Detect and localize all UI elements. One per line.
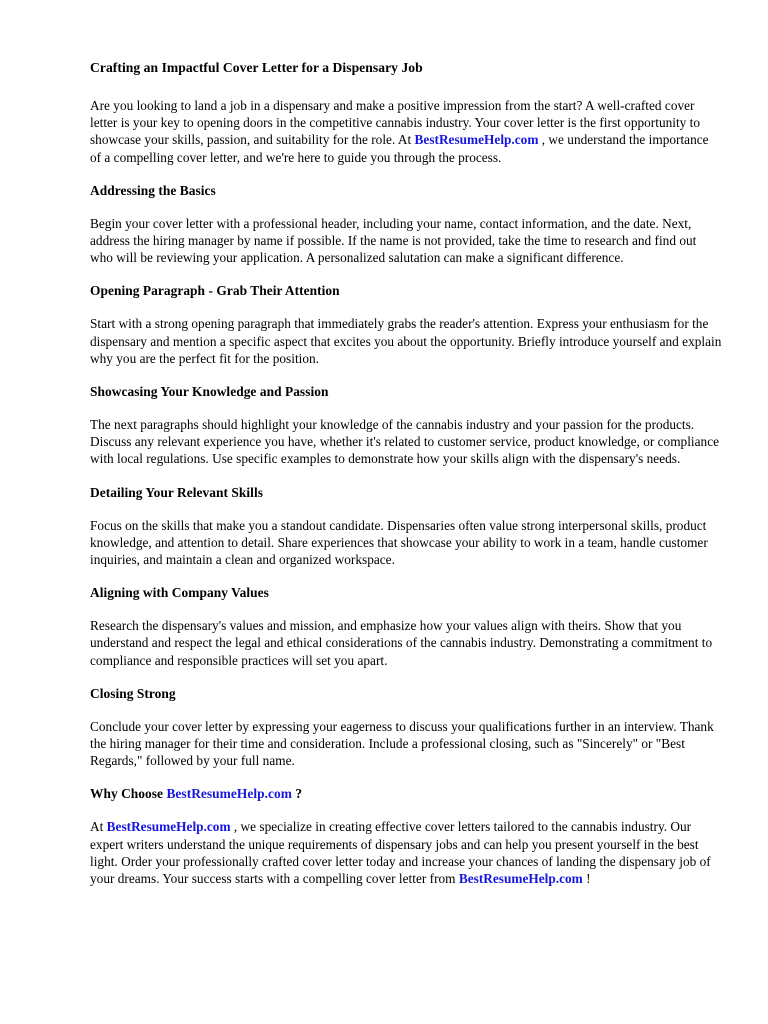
spacer <box>90 166 722 182</box>
spacer <box>90 367 722 383</box>
why-choose-paragraph <box>90 818 722 887</box>
section-heading-addressing-the-basics: Addressing the Basics <box>90 182 216 198</box>
section-heading-showcasing-knowledge: Showcasing Your Knowledge and Passion <box>90 384 329 400</box>
section-body-closing-strong: Conclude your cover letter by expressing your eagerness to discuss your qualifications further in an interview. Thank the hiring manager for their time and consideration. Include a professional closing, such as "Sincerely" or "Best Regards," followed by your full name. <box>90 718 714 769</box>
spacer <box>90 299 722 315</box>
section-heading-why-choose <box>90 785 722 802</box>
why-choose-body-part3: ! <box>582 871 591 887</box>
spacer <box>90 769 722 785</box>
section-body-opening-paragraph: Start with a strong opening paragraph that immediately grabs the reader's attention. Express your enthusiasm for the dispensary and mention a specific aspect that excites you about the opportunity. Briefly introduce yourself and explain why you are the perfect fit for the position. <box>90 316 722 366</box>
section-heading-opening-paragraph: Opening Paragraph - Grab Their Attention <box>90 283 340 299</box>
section-body-addressing-the-basics: Begin your cover letter with a professional header, including your name, contact information, and the date. Next, address the hiring manager by name if possible. If the name is not provided, take the time to research and find out who will be reviewing your application. A personalized salutation can make a significant difference. <box>90 215 697 266</box>
brand-link-body-2[interactable]: BestResumeHelp.com <box>458 871 583 887</box>
spacer <box>90 601 722 617</box>
spacer <box>90 76 722 97</box>
section-body-detailing-skills: Focus on the skills that make you a standout candidate. Dispensaries often value strong interpersonal skills, product knowledge, and attention to detail. Share experiences that showcase your ability to work in a team, handle customer inquiries, and maintain a clean and organized workspace. <box>90 517 708 568</box>
spacer <box>90 501 722 517</box>
spacer <box>90 802 722 818</box>
why-choose-body-part1: At <box>90 819 107 835</box>
brand-link-why-choose[interactable]: BestResumeHelp.com <box>166 786 292 802</box>
section-heading-aligning-values: Aligning with Company Values <box>90 585 269 601</box>
why-choose-body-part2: , we specialize in creating effective cover letters tailored to the cannabis industry. Our expert writers understand the unique requirements of dispensary jobs and can help you present yourself in the best light. Order your professionally crafted cover letter today and increase your chances of landing the dispensary job of your dreams. Your success starts with a compelling cover letter from <box>90 819 711 887</box>
section-heading-detailing-skills: Detailing Your Relevant Skills <box>90 484 263 500</box>
spacer <box>90 568 722 584</box>
brand-link-intro[interactable]: BestResumeHelp.com <box>414 132 539 148</box>
spacer <box>90 400 722 416</box>
document-content <box>90 59 722 887</box>
page-title: Crafting an Impactful Cover Letter for a Dispensary Job <box>90 60 423 75</box>
spacer <box>90 702 722 718</box>
brand-link-body-1[interactable]: BestResumeHelp.com <box>106 819 231 835</box>
section-heading-closing-strong: Closing Strong <box>90 685 176 701</box>
spacer <box>90 468 722 484</box>
spacer <box>90 669 722 685</box>
why-choose-suffix: ? <box>291 786 303 802</box>
intro-text-before-link: Are you looking to land a job in a dispensary and make a positive impression from the start? A well-crafted cover letter is your key to opening doors in the competitive cannabis industry. Your cover letter is the first opportunity to showcase your skills, passion, and suitability for the role. At <box>90 98 701 148</box>
intro-paragraph <box>90 97 722 166</box>
section-body-aligning-values: Research the dispensary's values and mission, and emphasize how your values align with theirs. Show that you understand and respect the legal and ethical considerations of the cannabis industry. Demonstrating a commitment to compliance and responsible practices will set you apart. <box>90 618 713 668</box>
intro-text-after-link: , we understand the importance of a compelling cover letter, and we're here to guide you through the process. <box>90 132 709 165</box>
why-choose-prefix: Why Choose <box>90 786 167 802</box>
spacer <box>90 266 722 282</box>
section-body-showcasing-knowledge: The next paragraphs should highlight your knowledge of the cannabis industry and your passion for the products. Discuss any relevant experience you have, whether it's related to customer service, product knowledge, or compliance with local regulations. Use specific examples to demonstrate how your skills align with the dispensary's needs. <box>90 417 720 467</box>
spacer <box>90 199 722 215</box>
